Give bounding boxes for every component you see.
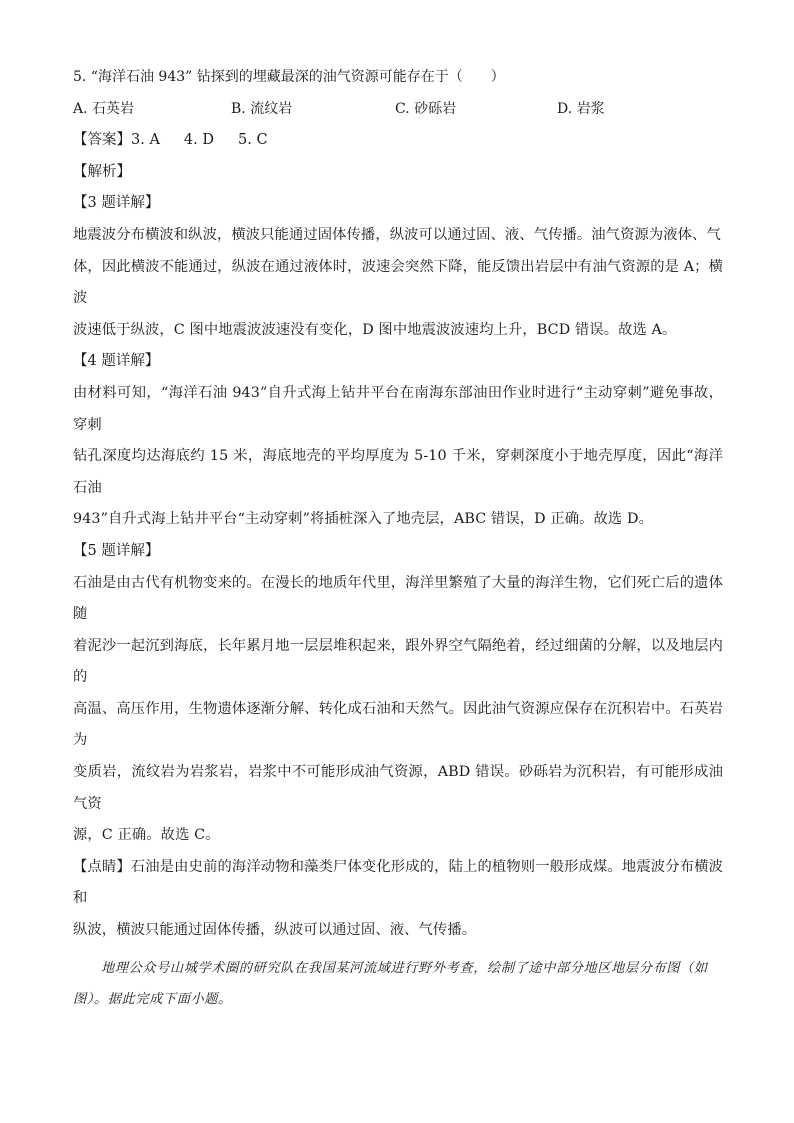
detail-4-tag: 【4 题详解】	[73, 353, 160, 370]
detail-3-line: 体，因此横波不能通过，纵波在通过液体时，波速会突然下降，能反馈出岩层中有油气资源的是 A；横波	[73, 258, 723, 307]
answer-3: 3. A	[131, 132, 160, 149]
answer-tag: 【答案】	[73, 132, 131, 149]
option-d: D. 岩浆	[557, 100, 605, 117]
tips-line-1: 石油是由史前的海洋动物和藻类尸体变化形成的，陆上的植物则一般形成煤。地震波分布横波和	[73, 858, 723, 907]
next-group-intro	[73, 953, 723, 1016]
question-5-options	[73, 94, 723, 126]
option-c: C. 砂砾岩	[395, 100, 457, 117]
option-b: B. 流纹岩	[231, 100, 293, 117]
answer-5: 5. C	[238, 132, 268, 149]
detail-3-tag: 【3 题详解】	[73, 195, 160, 212]
detail-4-line: 钻孔深度均达海底约 15 米，海底地壳的平均厚度为 5-10 千米，穿刺深度小于地壳厚度，因此“海洋石油	[73, 448, 723, 496]
intro-line-1: 地理公众号山城学术圈的研究队在我国某河流域进行野外考查，绘制了途中部分地区地层分布图（如	[101, 960, 708, 976]
option-a: A. 石英岩	[73, 100, 135, 117]
answer-4: 4. D	[183, 132, 214, 149]
analysis-tag: 【解析】	[73, 163, 131, 180]
detail-4-text	[73, 378, 723, 536]
detail-5-line: 变质岩，流纹岩为岩浆岩，岩浆中不可能形成油气资源，ABD 错误。砂砾岩为沉积岩，有可能形成油气资	[73, 764, 723, 812]
detail-5-line: 石油是由古代有机物变来的。在漫长的地质年代里，海洋里繁殖了大量的海洋生物，它们死亡后的遗体随	[73, 574, 723, 623]
detail-5-text	[73, 568, 723, 852]
detail-5-tag: 【5 题详解】	[73, 542, 160, 559]
question-5-stem: 5. “海洋石油 943” 钻探到的埋藏最深的油气资源可能存在于（ ）	[73, 69, 505, 85]
detail-3-line: 地震波分布横波和纵波，横波只能通过固体传播，纵波可以通过固、液、气传播。油气资源为液体、气	[73, 226, 721, 243]
detail-4-line: 943”自升式海上钻井平台“主动穿刺”将插桩深入了地壳层，ABC 错误，D 正确。故选 D。	[73, 511, 653, 528]
detail-4-line: 由材料可知，“海洋石油 943”自升式海上钻井平台在南海东部油田作业时进行“主动穿刺”避免事故，穿刺	[73, 384, 723, 433]
detail-5-line: 源，C 正确。故选 C。	[73, 827, 220, 844]
tips-tag: 【点睛】	[73, 858, 131, 875]
document-page	[73, 62, 723, 1016]
tips-text	[73, 852, 723, 947]
detail-3-text	[73, 220, 723, 346]
detail-5-line: 高温、高压作用，生物遗体逐渐分解、转化成石油和天然气。因此油气资源应保存在沉积岩中。石英岩为	[73, 700, 723, 749]
tips-line-2: 纵波，横波只能通过固体传播，纵波可以通过固、液、气传播。	[73, 922, 477, 939]
intro-line-2: 图）。据此完成下面小题。	[73, 992, 232, 1008]
answer-line	[73, 125, 723, 157]
detail-3-line: 波速低于纵波，C 图中地震波波速没有变化，D 图中地震波波速均上升，BCD 错误。故选 A。	[73, 321, 677, 338]
detail-5-line: 着泥沙一起沉到海底，长年累月地一层层堆积起来，跟外界空气隔绝着，经过细菌的分解，以及地层内的	[73, 637, 723, 686]
